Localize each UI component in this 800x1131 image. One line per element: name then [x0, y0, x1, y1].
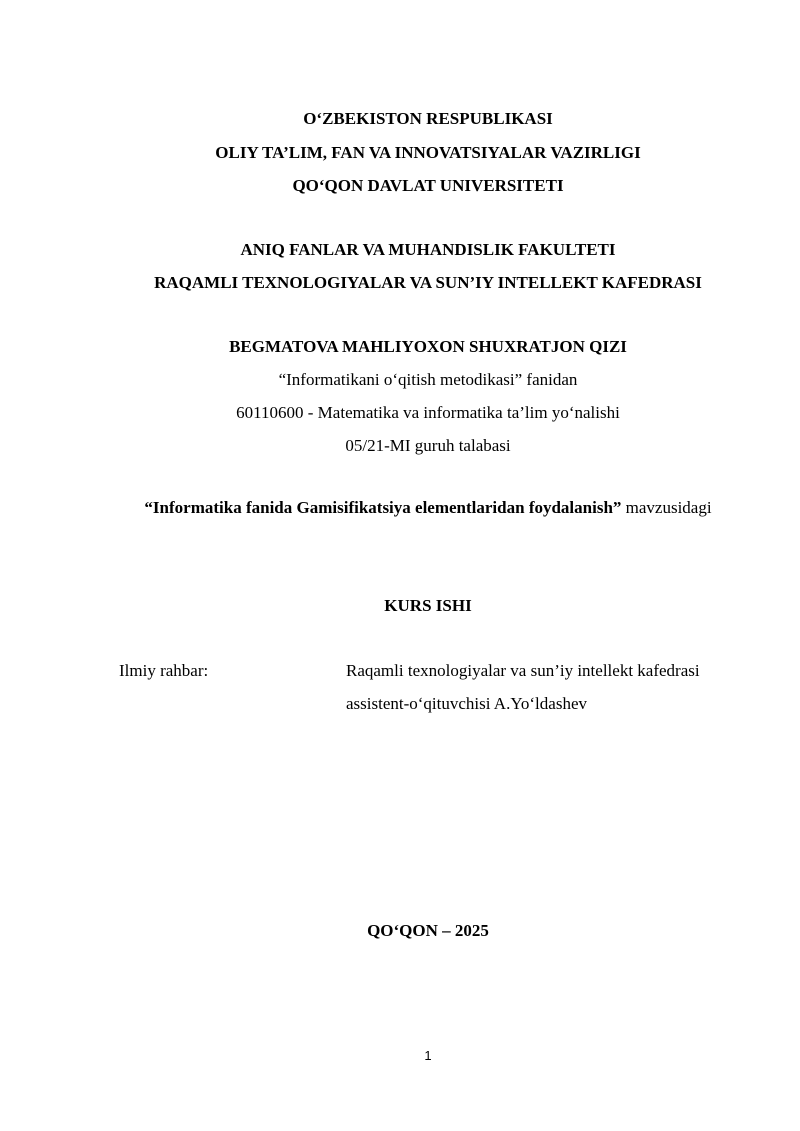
student-name: BEGMATOVA MAHLIYOXON SHUXRATJON QIZI: [229, 337, 627, 356]
advisor-name: assistent-o‘qituvchisi A.Yo‘ldashev: [346, 694, 587, 713]
faculty-heading: ANIQ FANLAR VA MUHANDISLIK FAKULTETI: [240, 240, 616, 259]
university-heading: QO‘QON DAVLAT UNIVERSITETI: [292, 176, 564, 195]
group-line: 05/21-MI guruh talabasi: [345, 436, 511, 455]
topic-line: [28, 497, 800, 519]
city-year: QO‘QON – 2025: [367, 921, 489, 940]
topic-title: “Informatika fanida Gamisifikatsiya elementlaridan foydalanish”: [144, 498, 622, 517]
work-type-heading: KURS ISHI: [384, 596, 472, 615]
subject-line: “Informatikani o‘qitish metodikasi” fanidan: [278, 370, 578, 389]
department-heading: RAQAMLI TEXNOLOGIYALAR VA SUN’IY INTELLEKT KAFEDRASI: [154, 273, 702, 292]
direction-line: 60110600 - Matematika va informatika ta’lim yo‘nalishi: [236, 403, 620, 422]
advisor-position: Raqamli texnologiyalar va sun’iy intellekt kafedrasi: [346, 661, 700, 680]
advisor-label: Ilmiy rahbar:: [119, 661, 209, 680]
page-number: 1: [424, 1048, 432, 1063]
republic-heading: O‘ZBEKISTON RESPUBLIKASI: [303, 109, 553, 128]
ministry-heading: OLIY TA’LIM, FAN VA INNOVATSIYALAR VAZIRLIGI: [215, 143, 641, 162]
topic-suffix: mavzusidagi: [621, 498, 712, 517]
